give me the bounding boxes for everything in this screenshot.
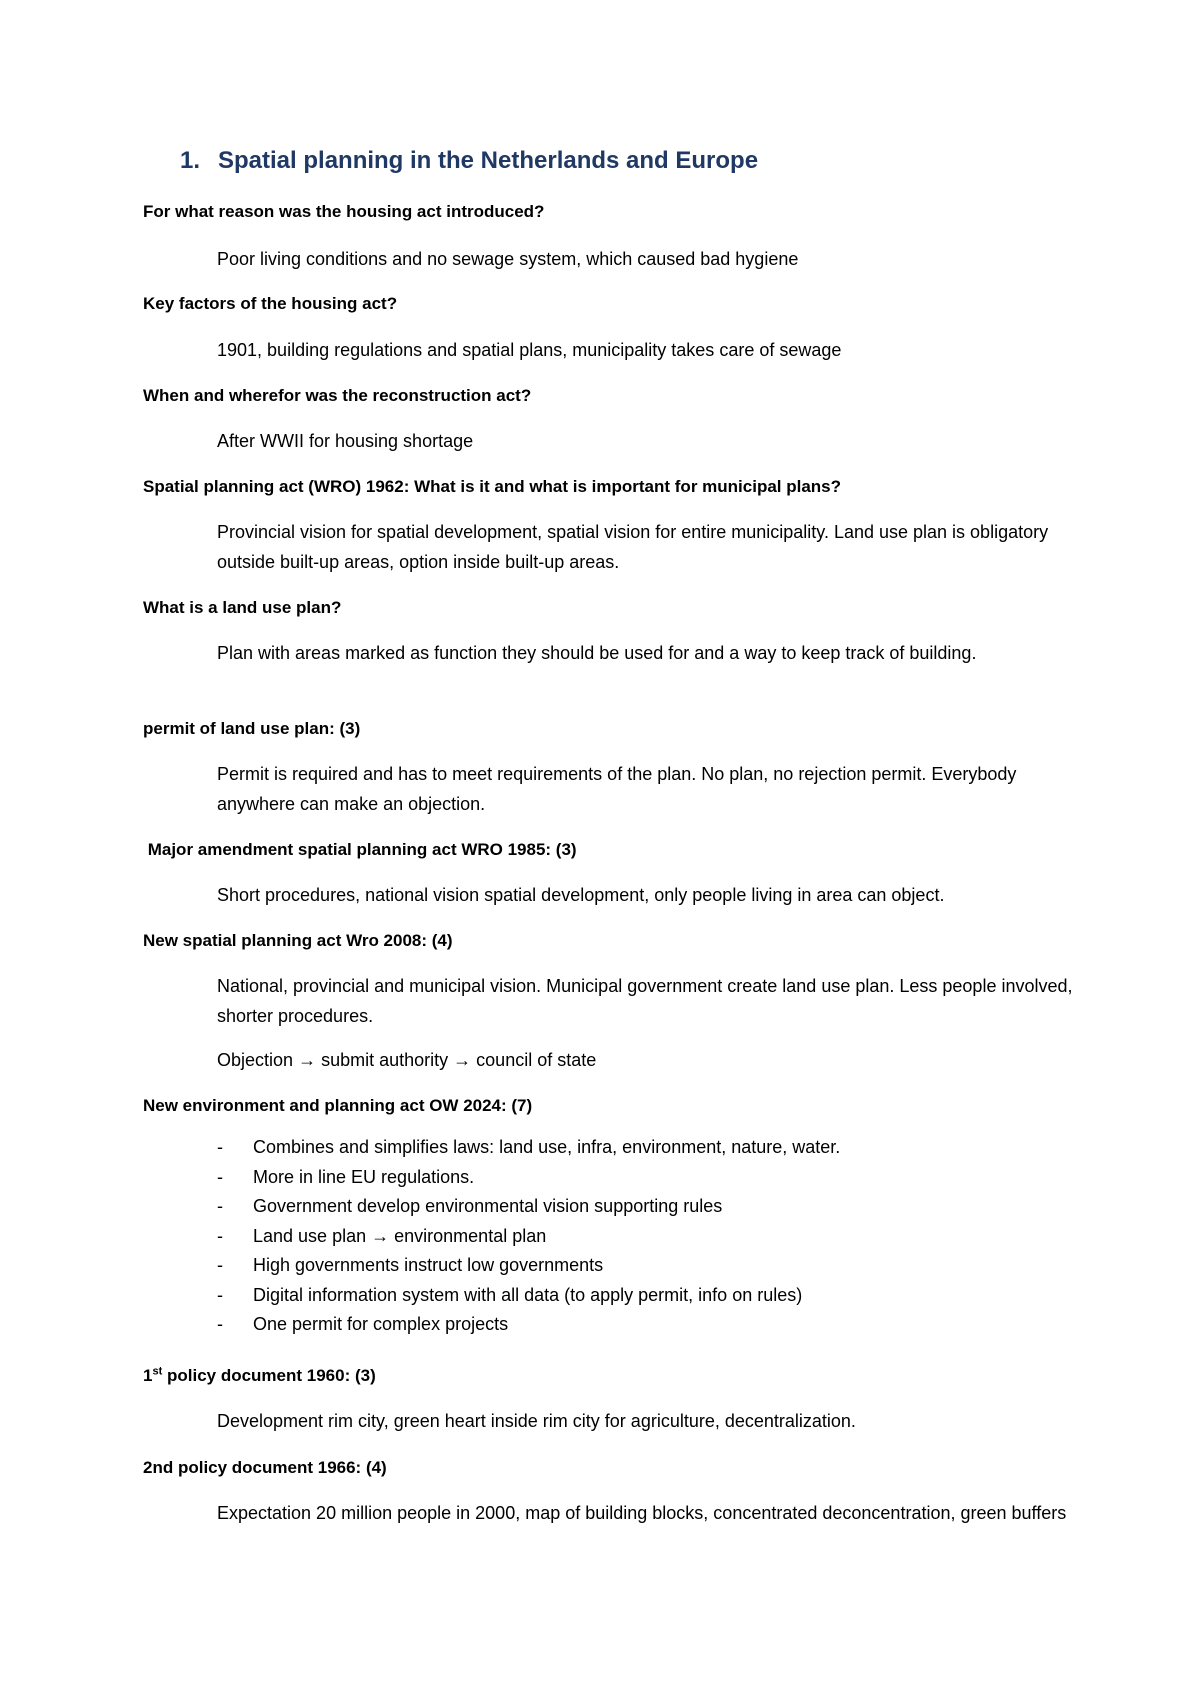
answer-permit-land-use-plan bbox=[217, 759, 1077, 819]
bullet-dash-icon: - bbox=[217, 1196, 223, 1216]
question-housing-act-key-factors: Key factors of the housing act? bbox=[143, 294, 398, 313]
answer-text: Provincial vision for spatial development, spatial vision for entire municipality. Land use plan is obligatory outside built-up areas, option inside built-up areas. bbox=[217, 522, 1049, 572]
answer-text: Expectation 20 million people in 2000, map of building blocks, concentrated deconcentration, green buffers bbox=[217, 1503, 1067, 1523]
answer-text: Plan with areas marked as function they should be used for and a way to keep track of building. bbox=[217, 643, 977, 663]
flow-step-council-of-state: council of state bbox=[476, 1050, 597, 1070]
list-item bbox=[217, 1163, 840, 1193]
question-policy-document-1966: 2nd policy document 1966: (4) bbox=[143, 1458, 387, 1477]
answer-wro-2008 bbox=[217, 971, 1077, 1075]
answer-housing-act-key-factors bbox=[217, 335, 1077, 365]
list-item-text: High governments instruct low governments bbox=[253, 1255, 604, 1275]
answer-wro-1962 bbox=[217, 517, 1077, 577]
list-item bbox=[217, 1281, 840, 1311]
answer-text: National, provincial and municipal vision. Municipal government create land use plan. Less people involved, shorter procedures. bbox=[217, 976, 1073, 1026]
bullet-dash-icon: - bbox=[217, 1137, 223, 1157]
flow-step-submit-authority: submit authority bbox=[321, 1050, 449, 1070]
answer-policy-document-1966 bbox=[217, 1498, 1077, 1528]
question-wro-2008: New spatial planning act Wro 2008: (4) bbox=[143, 931, 453, 950]
answer-text: Poor living conditions and no sewage system, which caused bad hygiene bbox=[217, 249, 799, 269]
question-wro-1962: Spatial planning act (WRO) 1962: What is it and what is important for municipal plans? bbox=[143, 477, 842, 496]
objection-flow bbox=[217, 1045, 1077, 1075]
list-item bbox=[217, 1133, 840, 1163]
answer-wro-1985 bbox=[217, 880, 1077, 910]
question-land-use-plan: What is a land use plan? bbox=[143, 598, 342, 617]
answer-text: Short procedures, national vision spatial development, only people living in area can object. bbox=[217, 885, 945, 905]
arrow-right-icon: → bbox=[371, 1225, 390, 1246]
list-item-text: More in line EU regulations. bbox=[253, 1166, 475, 1187]
answer-text: Permit is required and has to meet requirements of the plan. No plan, no rejection permit. Everybody anywhere can make an objection. bbox=[217, 764, 1017, 814]
bullet-dash-icon: - bbox=[217, 1284, 223, 1305]
flow-step-objection: Objection bbox=[217, 1050, 294, 1070]
answer-policy-document-1960 bbox=[217, 1406, 1077, 1436]
list-item-text: Digital information system with all data (to apply permit, info on rules) bbox=[253, 1284, 803, 1305]
answer-reconstruction-act bbox=[217, 426, 1077, 456]
bullet-dash-icon: - bbox=[217, 1225, 223, 1246]
question-number: 1 bbox=[143, 1366, 153, 1385]
question-policy-document-1960 bbox=[143, 1365, 376, 1387]
arrow-right-icon: → bbox=[453, 1050, 472, 1070]
bullet-dash-icon: - bbox=[217, 1255, 223, 1275]
question-ow-2024: New environment and planning act OW 2024: (7) bbox=[143, 1096, 533, 1115]
section-heading bbox=[180, 145, 758, 177]
list-item bbox=[217, 1251, 840, 1281]
question-permit-land-use-plan: permit of land use plan: (3) bbox=[143, 719, 361, 738]
list-item-text: Government develop environmental vision supporting rules bbox=[253, 1196, 723, 1216]
ordinal-suffix: st bbox=[152, 1365, 163, 1378]
list-item bbox=[217, 1192, 840, 1222]
heading-number: 1. bbox=[180, 147, 201, 174]
ow-2024-bullet-list bbox=[217, 1133, 840, 1340]
answer-text: After WWII for housing shortage bbox=[217, 431, 474, 451]
heading-title: Spatial planning in the Netherlands and Europe bbox=[218, 147, 759, 174]
answer-land-use-plan bbox=[217, 638, 1077, 668]
question-housing-act-reason: For what reason was the housing act introduced? bbox=[143, 202, 545, 221]
list-item-text: Combines and simplifies laws: land use, infra, environment, nature, water. bbox=[253, 1137, 841, 1157]
bullet-dash-icon: - bbox=[217, 1166, 223, 1187]
question-text: policy document 1960: (3) bbox=[162, 1366, 376, 1385]
answer-text: 1901, building regulations and spatial plans, municipality takes care of sewage bbox=[217, 340, 842, 360]
list-item-text: One permit for complex projects bbox=[253, 1314, 509, 1334]
list-item-text: Land use plan bbox=[253, 1225, 367, 1246]
list-item-text: environmental plan bbox=[394, 1225, 547, 1246]
answer-housing-act-reason bbox=[217, 244, 1077, 274]
answer-text: Development rim city, green heart inside rim city for agriculture, decentralization. bbox=[217, 1411, 856, 1431]
question-reconstruction-act: When and wherefor was the reconstruction act? bbox=[143, 386, 532, 405]
list-item bbox=[217, 1222, 840, 1252]
list-item bbox=[217, 1310, 840, 1340]
arrow-right-icon: → bbox=[298, 1050, 317, 1070]
bullet-dash-icon: - bbox=[217, 1314, 223, 1334]
question-wro-1985: Major amendment spatial planning act WRO 1985: (3) bbox=[143, 840, 577, 859]
